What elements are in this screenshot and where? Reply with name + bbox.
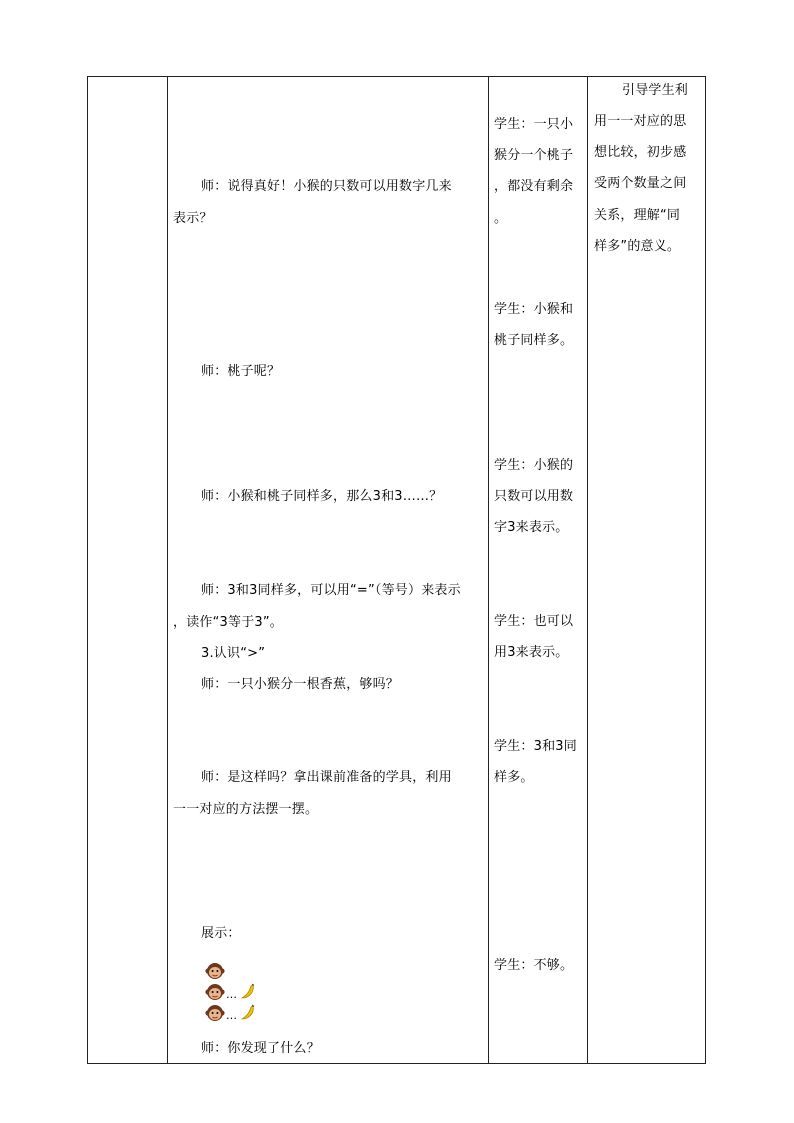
teacher-line: 表示？ bbox=[173, 211, 213, 226]
teacher-line: 师：一只小猴分一根香蕉，够吗？ bbox=[201, 677, 400, 692]
teacher-line: 师：桃子呢？ bbox=[201, 364, 281, 379]
column-divider-1 bbox=[167, 76, 168, 1064]
dots: … bbox=[226, 1008, 237, 1022]
student-line: 学生：一只小 bbox=[494, 117, 574, 132]
column-divider-3 bbox=[587, 76, 588, 1064]
note-line: 关系，理解“同 bbox=[594, 208, 681, 223]
teacher-line: 师：你发现了什么？ bbox=[201, 1041, 320, 1056]
banana-icon bbox=[238, 1004, 258, 1022]
student-line: 只数可以用数 bbox=[494, 489, 574, 504]
note-line: 引导学生利 bbox=[622, 83, 689, 98]
student-line: 学生：小猴的 bbox=[494, 458, 574, 473]
note-line: 样多”的意义。 bbox=[594, 239, 681, 254]
teacher-line: 师：是这样吗？拿出课前准备的学具，利用 bbox=[201, 770, 452, 785]
column-divider-2 bbox=[488, 76, 489, 1064]
illustration-row bbox=[205, 961, 227, 981]
note-line: 想比较，初步感 bbox=[594, 145, 687, 160]
student-line: 学生：3和3同 bbox=[494, 739, 577, 754]
monkey-icon bbox=[205, 961, 225, 981]
dots: … bbox=[226, 987, 237, 1001]
monkey-icon bbox=[205, 982, 225, 1002]
student-line: 桃子同样多。 bbox=[494, 333, 574, 348]
teacher-line: ，读作“3等于3”。 bbox=[173, 615, 284, 630]
student-line: 学生：也可以 bbox=[494, 614, 574, 629]
student-line: 学生：小猴和 bbox=[494, 302, 574, 317]
teacher-line: 展示： bbox=[201, 926, 241, 941]
note-line: 受两个数量之间 bbox=[594, 176, 687, 191]
teacher-line: 师：说得真好！小猴的只数可以用数字几来 bbox=[201, 179, 452, 194]
note-line: 用一一对应的思 bbox=[594, 114, 687, 129]
student-line: 用3来表示。 bbox=[494, 645, 569, 660]
student-line: 样多。 bbox=[494, 770, 534, 785]
student-line: 学生：不够。 bbox=[494, 958, 574, 973]
student-line: ，都没有剩余 bbox=[494, 179, 574, 194]
student-line: 猴分一个桃子 bbox=[494, 148, 574, 163]
teacher-line: 师：小猴和桃子同样多，那么3和3……？ bbox=[201, 489, 443, 504]
illustration-row bbox=[205, 982, 258, 1002]
teacher-line: 一一对应的方法摆一摆。 bbox=[173, 802, 319, 817]
illustration-row bbox=[205, 1003, 258, 1023]
monkey-icon bbox=[205, 1003, 225, 1023]
teacher-line: 师：3和3同样多，可以用“=”（等号）来表示 bbox=[201, 583, 461, 598]
banana-icon bbox=[238, 983, 258, 1001]
section-heading: 3.认识“>” bbox=[201, 646, 266, 661]
student-line: 。 bbox=[494, 211, 508, 226]
student-line: 字3来表示。 bbox=[494, 520, 569, 535]
